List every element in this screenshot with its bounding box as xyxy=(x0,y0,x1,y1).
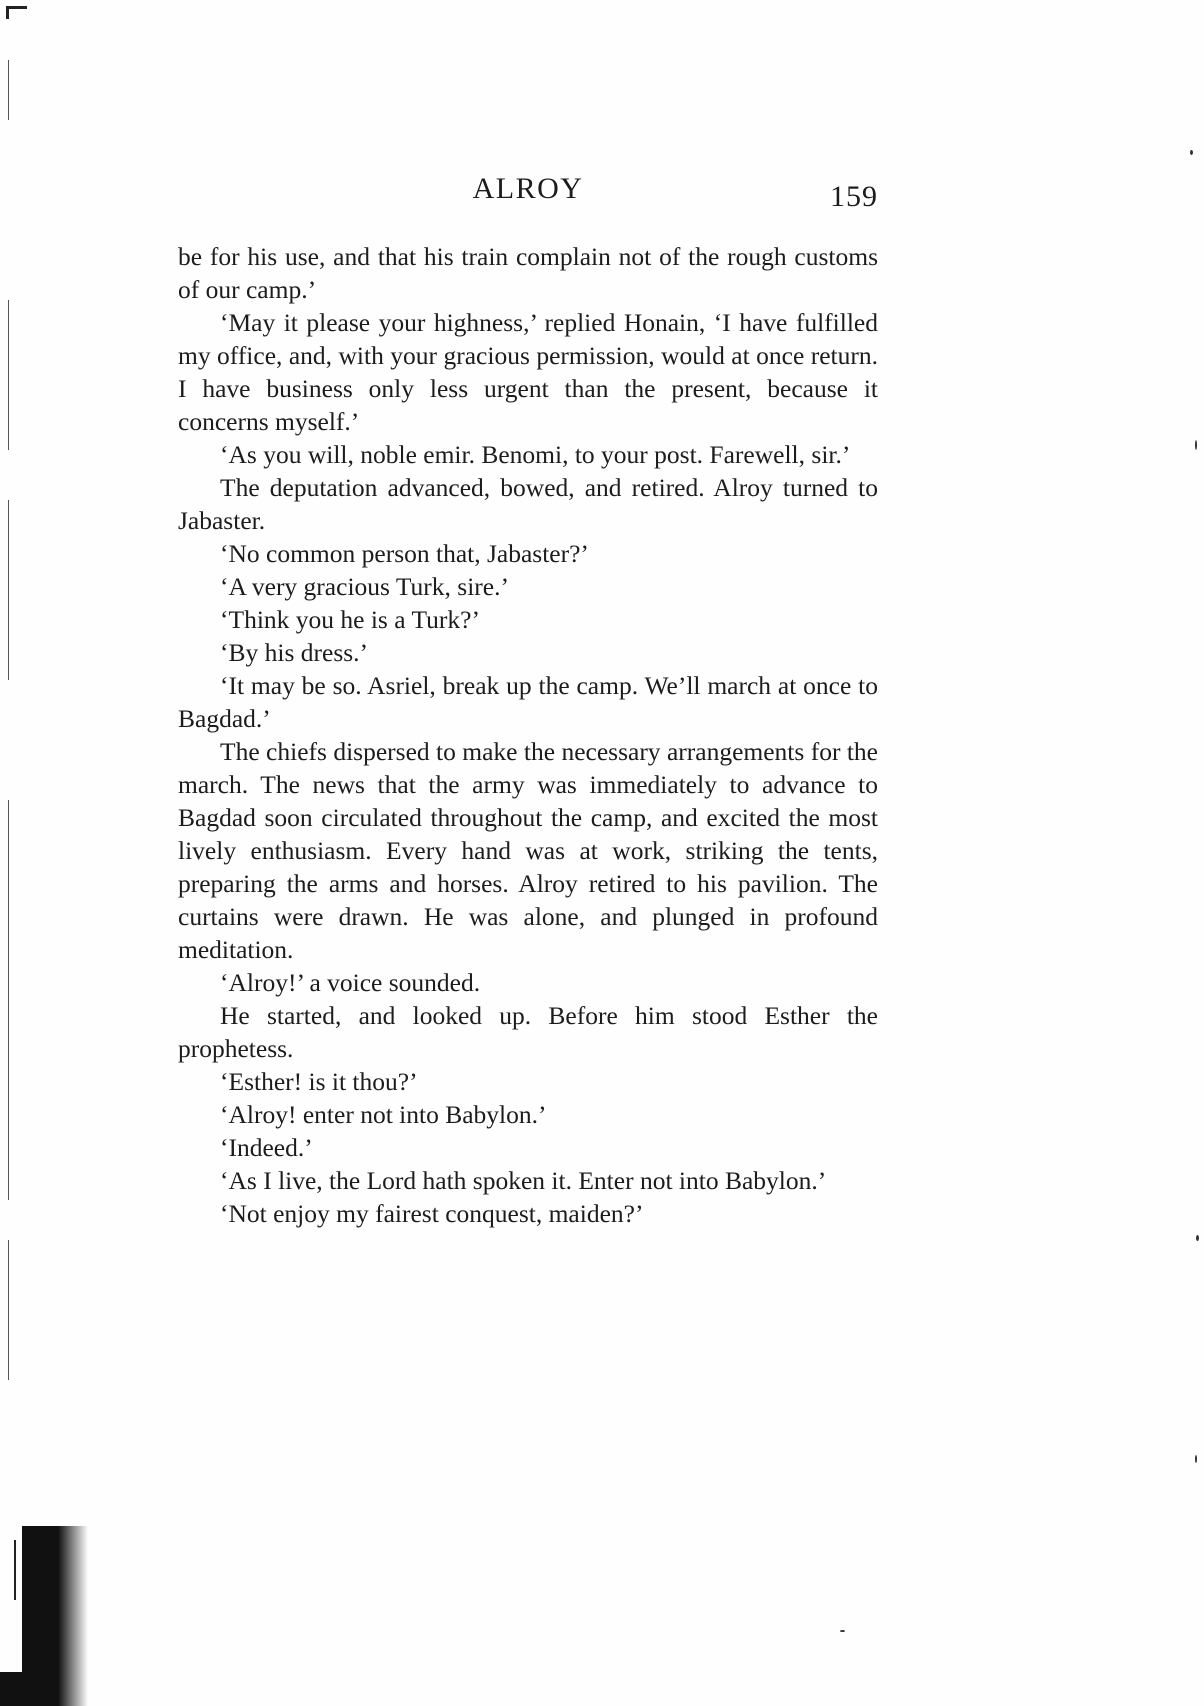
paragraph: ‘No common person that, Jabaster?’ xyxy=(220,539,589,568)
paragraph: ‘By his dress.’ xyxy=(220,638,369,667)
running-header xyxy=(178,172,878,212)
scan-speck xyxy=(1195,440,1197,450)
scan-edge-line xyxy=(8,500,9,680)
page-number: 159 xyxy=(830,180,878,213)
paragraph: ‘Not enjoy my fairest conquest, maiden?’ xyxy=(220,1199,644,1228)
running-title: ALROY xyxy=(472,172,584,205)
scan-edge-shadow xyxy=(0,1672,48,1706)
scan-speck xyxy=(1190,150,1193,155)
scan-edge-line xyxy=(8,300,9,450)
paragraph: He started, and looked up. Before him stood Esther the prophetess. xyxy=(178,1001,878,1063)
paragraph: ‘As I live, the Lord hath spoken it. Enter not into Babylon.’ xyxy=(220,1166,827,1195)
scan-edge-line xyxy=(8,800,9,1200)
paragraph: ‘As you will, noble emir. Benomi, to your post. Farewell, sir.’ xyxy=(220,440,851,469)
scan-edge-line xyxy=(8,60,9,120)
paragraph: ‘Alroy! enter not into Babylon.’ xyxy=(220,1100,547,1129)
scan-edge-line xyxy=(8,1240,9,1380)
scan-corner-mark xyxy=(6,6,27,19)
paragraph: ‘May it please your highness,’ replied Honain, ‘I have fulfilled my office, and, with your gracious permission, would at once return. I have business only less urgent than the present, because it concerns myself.’ xyxy=(178,308,878,436)
paragraph: The chiefs dispersed to make the necessary arrangements for the march. The news that the army was immediately to advance to Bagdad soon circulated throughout the camp, and excited the most lively enthusiasm. Every hand was at work, striking the tents, preparing the arms and horses. Alroy retired to his pavilion. The curtains were drawn. He was alone, and plunged in profound meditation. xyxy=(178,737,878,964)
scan-speck xyxy=(1195,1455,1197,1463)
body-text xyxy=(178,240,878,1230)
paragraph: ‘Indeed.’ xyxy=(220,1133,313,1162)
paragraph: ‘Think you he is a Turk?’ xyxy=(220,605,480,634)
paragraph: ‘It may be so. Asriel, break up the camp. We’ll march at once to Bagdad.’ xyxy=(178,671,878,733)
paragraph: ‘Esther! is it thou?’ xyxy=(220,1067,418,1096)
scan-speck xyxy=(840,1630,845,1632)
paragraph: The deputation advanced, bowed, and retired. Alroy turned to Jabaster. xyxy=(178,473,878,535)
paragraph: ‘Alroy!’ a voice sounded. xyxy=(220,968,481,997)
scan-speck xyxy=(1196,1235,1199,1241)
scan-edge-line xyxy=(14,1540,16,1600)
paragraph: be for his use, and that his train complain not of the rough customs of our camp.’ xyxy=(178,242,878,304)
paragraph: ‘A very gracious Turk, sire.’ xyxy=(220,572,509,601)
